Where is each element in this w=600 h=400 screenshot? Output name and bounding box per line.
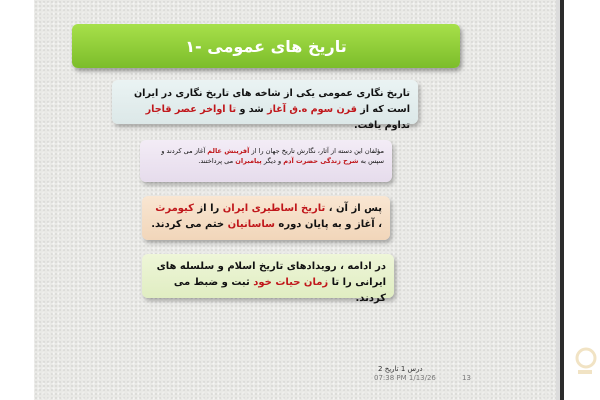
highlighted-text: تا اواخر عصر قاجار <box>145 104 237 115</box>
body-text: ختم می کردند. <box>151 219 228 230</box>
highlighted-text: آفرینش عالم <box>207 147 250 155</box>
body-text: تداوم یافت. <box>353 120 410 131</box>
body-text: پس از آن ، <box>325 203 382 214</box>
footer-datetime: 07:38 PM 1/13/26 <box>374 374 436 382</box>
highlighted-text: پیامبران <box>235 157 262 165</box>
body-text: مؤلفان این دسته از آثار، نگارش تاریخ جهان را از <box>249 147 384 155</box>
body-text: تاریخ نگاری عمومی یکی از شاخه های تاریخ نگاری در ایران است که از <box>133 88 410 115</box>
body-text: و دیگر <box>261 157 284 165</box>
text-box-authors <box>140 140 392 182</box>
slide-title: ۱- تاریخ های عمومی <box>72 24 460 68</box>
footer-lesson-label: درس 1 تاریخ 2 <box>378 365 423 373</box>
highlighted-text: کیومرث <box>155 203 194 214</box>
left-margin <box>0 0 34 400</box>
highlighted-text: شرح زندگی حضرت آدم <box>283 157 359 165</box>
body-text: شد و <box>236 104 268 115</box>
watermark-logo-icon <box>568 340 598 390</box>
body-text: می پرداختند. <box>198 157 236 165</box>
footer-page-number: 13 <box>462 374 471 382</box>
body-text: ثبت و ضبط می کردند. <box>173 277 386 304</box>
highlighted-text: قرن سوم ه.ق آغاز <box>267 104 357 115</box>
body-text: آغاز می کردند و سپس به <box>161 147 384 165</box>
body-text: ، آغاز و به پایان دوره <box>274 219 382 230</box>
body-text: در ادامه ، رویدادهای تاریخ اسلام و سلسله های ایرانی را تا <box>156 261 386 288</box>
text-box-general-history <box>112 80 418 131</box>
highlighted-text: تاریخ اساطیری ایران <box>222 203 326 214</box>
highlighted-text: زمان حیات خود <box>253 277 329 288</box>
text-box-mythical-history <box>142 196 390 240</box>
highlighted-text: ساسانیان <box>227 219 275 230</box>
body-text: را از <box>193 203 223 214</box>
text-box-islamic-history <box>142 254 394 304</box>
